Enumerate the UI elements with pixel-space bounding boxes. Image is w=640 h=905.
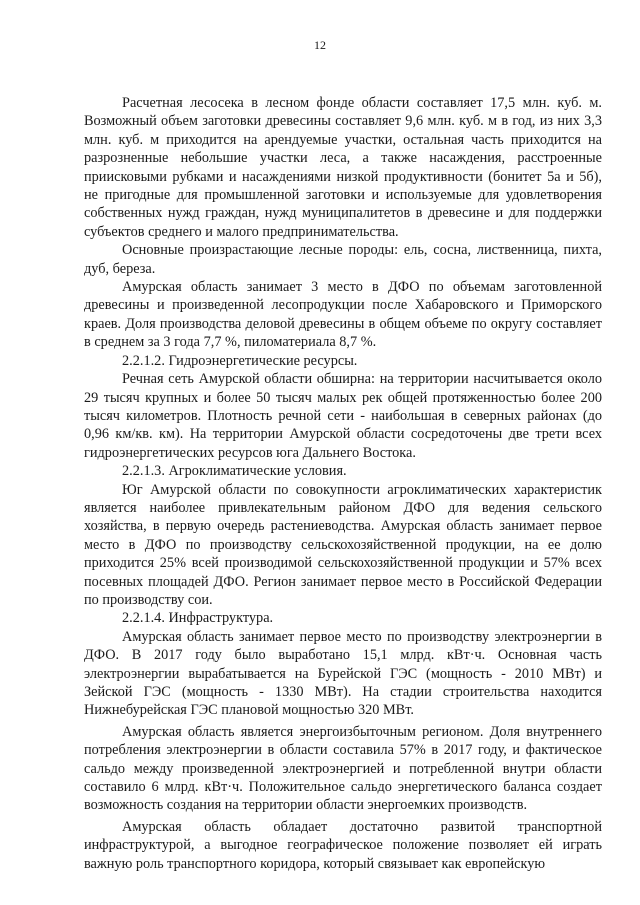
- paragraph-tree-species: Основные произрастающие лесные породы: ель, сосна, лиственница, пихта, дуб, береза.: [84, 242, 602, 277]
- page-number: 12: [314, 38, 326, 52]
- page-content: [84, 94, 602, 873]
- paragraph-energy-balance: Амурская область является энергоизбыточным регионом. Доля внутреннего потребления электроэнергии в области составила 57% в 2017 году, и фактическое сальдо между произведенной электроэнергией и потребленной внутри области составило 6 млрд. кВт·ч. Положительное сальдо энергетического баланса создает возможность создания на территории области энергоемких производств.: [84, 723, 602, 814]
- section-heading-infrastructure: 2.2.1.4. Инфраструктура.: [122, 610, 274, 627]
- paragraph-forest-harvest: Расчетная лесосека в лесном фонде области составляет 17,5 млн. куб. м. Возможный объем заготовки древесины составляет 9,6 млн. куб. м в год, из них 3,3 млн. куб. м приходится на арендуемые участки, остальная часть приходится на разрозненные небольшие участки леса, а также насаждения, расстроенные приисковыми рубками и насаждениями низкой продуктивности (бонитет 5а и 5б), не пригодные для промышленной заготовки и используемые для удовлетворения собственных нужд граждан, нужд муниципалитетов в древесине и для поддержки субъектов среднего и малого предпринимательства.: [84, 95, 602, 240]
- paragraph-electricity: Амурская область занимает первое место по производству электроэнергии в ДФО. В 2017 году было выработано 15,1 млрд. кВт·ч. Основная часть электроэнергии вырабатывается на Бурейской ГЭС (мощность - 2010 МВт) и Зейской ГЭС (мощность - 1330 МВт). На стадии строительства находится Нижнебурейская ГЭС плановой мощностью 320 МВт.: [84, 628, 602, 719]
- paragraph-agriculture: Юг Амурской области по совокупности агроклиматических характеристик является наиболее привлекательным районом ДФО для ведения сельского хозяйства, в первую очередь растениеводства. Амурская область занимает первое место в ДФО по производству сельскохозяйственной продукции, на ее долю приходится 25% всей производимой сельскохозяйственной продукции и 57% всех посевных площадей ДФО. Регион занимает первое место в Российской Федерации по производству сои.: [84, 481, 602, 608]
- paragraph-transport: Амурская область обладает достаточно развитой транспортной инфраструктурой, а выгодное географическое положение позволяет ей играть важную роль транспортного коридора, который связывает как европейскую: [84, 818, 602, 872]
- section-heading-hydro: 2.2.1.2. Гидроэнергетические ресурсы.: [122, 352, 358, 369]
- section-heading-agroclimate: 2.2.1.3. Агроклиматические условия.: [122, 463, 347, 480]
- paragraph-river-network: Речная сеть Амурской области обширна: на территории насчитывается около 29 тысяч крупных и более 50 тысяч малых рек общей протяженностью более 200 тысяч километров. Плотность речной сети - наибольшая в северных районах (до 0,96 км/кв. км). На территории Амурской области сосредоточены две трети всех гидроэнергетических ресурсов юга Дальнего Востока.: [84, 371, 602, 461]
- paragraph-forest-ranking: Амурская область занимает 3 место в ДФО по объемам заготовленной древесины и произведенной лесопродукции после Хабаровского и Приморского краев. Доля производства деловой древесины в общем объеме по округу составляет в среднем за 3 года 7,7 %, пиломатериала 8,7 %.: [84, 279, 602, 351]
